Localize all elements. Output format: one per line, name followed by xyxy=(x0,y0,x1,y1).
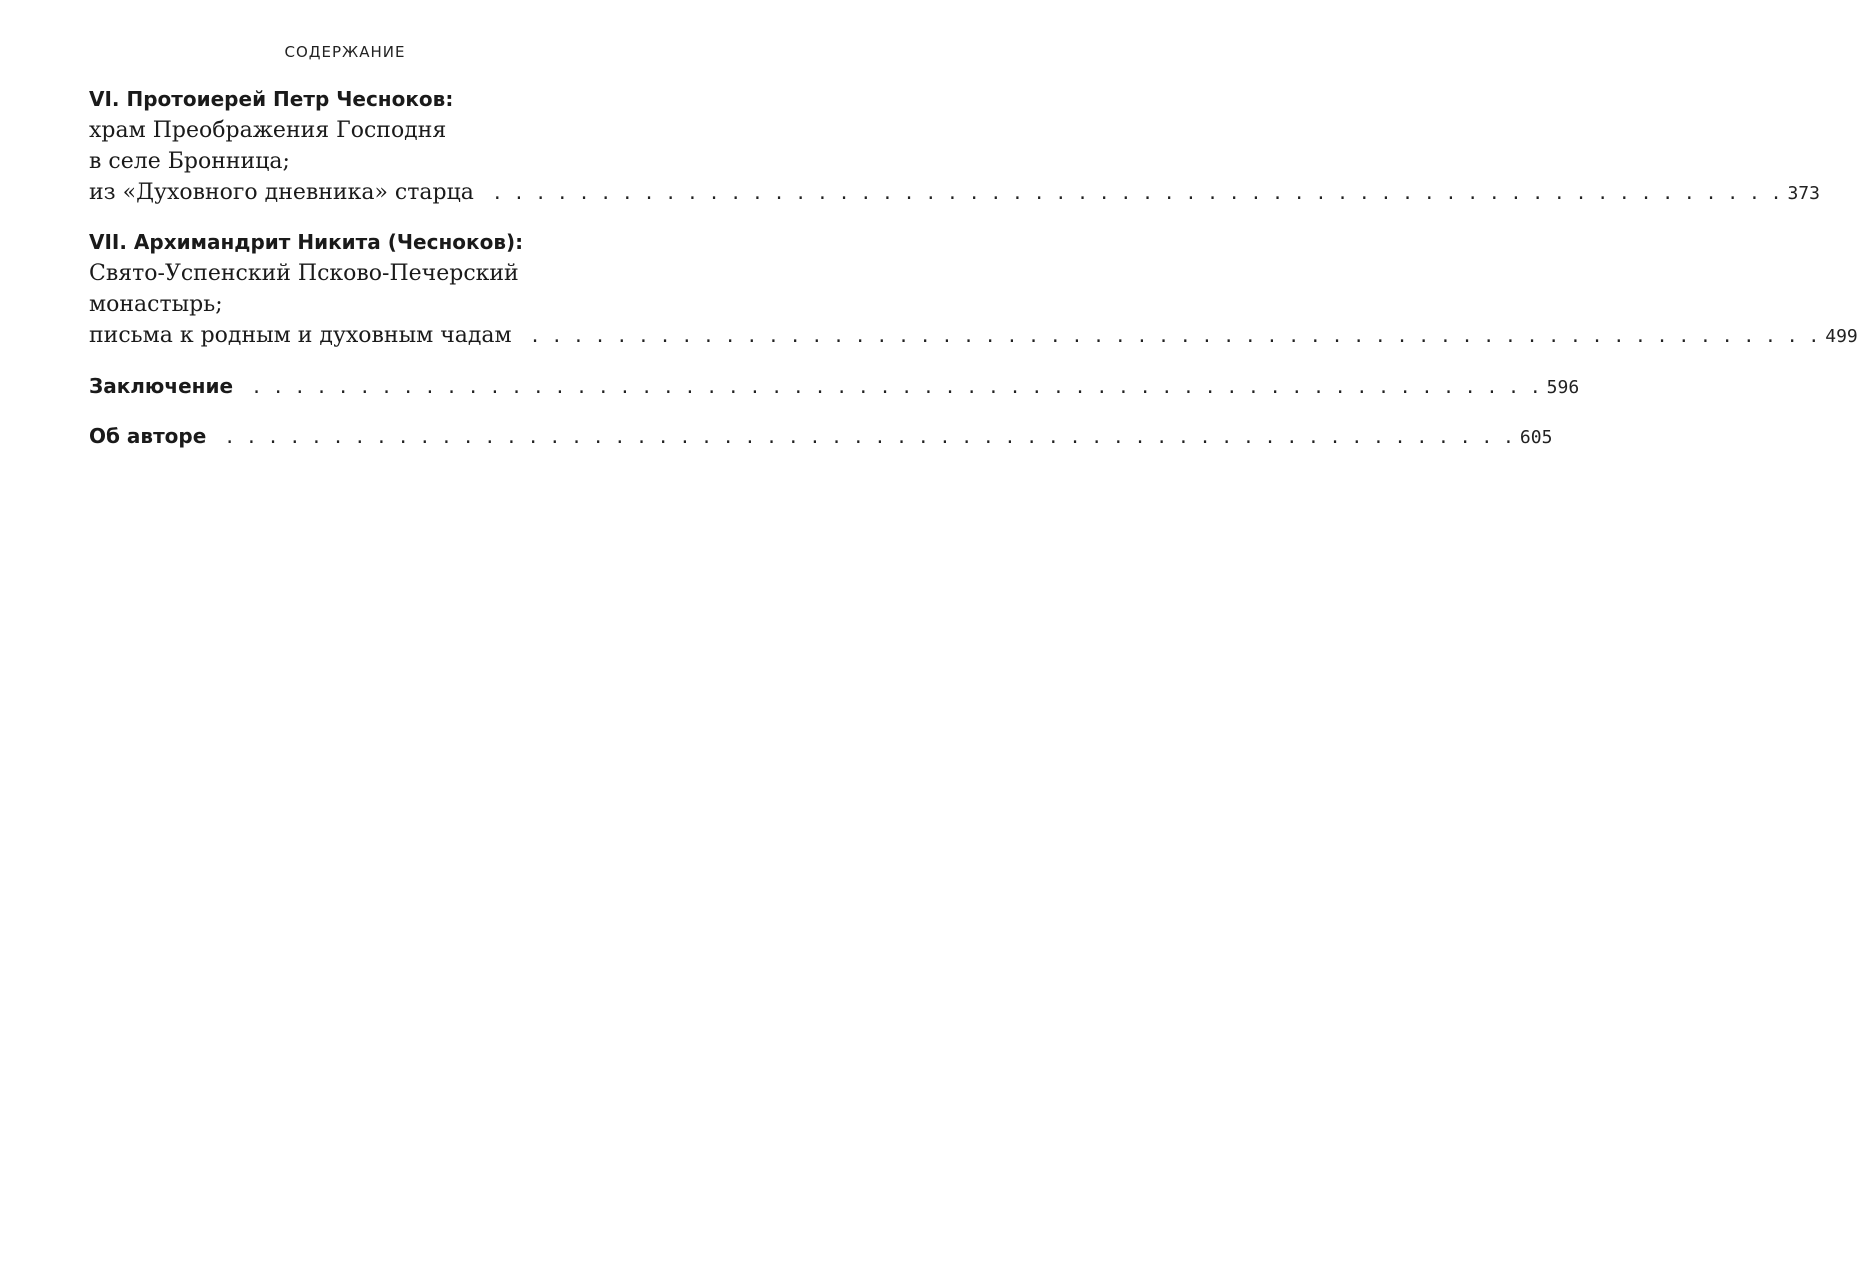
dot-leader: . . . . . . . . . . . . . . . . . . . . . . . . . . . . . . . . . . . . . . . . . . . . . . . . . . . . . . . . . . . . xyxy=(224,427,1514,448)
about-author-row xyxy=(89,420,1553,454)
toc-entry-chapter-6[interactable] xyxy=(89,83,1820,209)
chapter-last-line xyxy=(89,320,1858,352)
chapter-subtitle-line: из «Духовного дневника» старца xyxy=(89,180,474,205)
section-title: Заключение xyxy=(89,374,234,398)
chapter-heading: VI. Протоиерей Петр Чесноков: xyxy=(89,87,454,111)
toc-entry-about-author[interactable] xyxy=(89,420,1553,454)
chapter-last-line xyxy=(89,177,1820,209)
running-head: СОДЕРЖАНИЕ xyxy=(284,43,406,61)
dot-leader: . . . . . . . . . . . . . . . . . . . . . . . . . . . . . . . . . . . . . . . . . . . . . . . . . . . . . . . . . . . . xyxy=(529,326,1820,347)
chapter-subtitle-line: в селе Бронница; xyxy=(89,149,290,174)
dot-leader: . . . . . . . . . . . . . . . . . . . . . . . . . . . . . . . . . . . . . . . . . . . . . . . . . . . . . . . . . . . . xyxy=(491,183,1782,204)
page-number: 596 xyxy=(1546,377,1580,398)
page-number: 605 xyxy=(1519,427,1553,448)
toc-entry-conclusion[interactable] xyxy=(89,370,1580,404)
chapter-subtitle-line: монастырь; xyxy=(89,292,223,317)
chapter-subtitle-line: храм Преображения Господня xyxy=(89,118,447,143)
chapter-subtitle-line: Свято-Успенский Псково-Печерский xyxy=(89,261,519,286)
page-number: 373 xyxy=(1787,183,1820,204)
section-title: Об авторе xyxy=(89,424,207,448)
toc-entry-chapter-7[interactable] xyxy=(89,226,1858,352)
dot-leader: . . . . . . . . . . . . . . . . . . . . . . . . . . . . . . . . . . . . . . . . . . . . . . . . . . . . . . . . . . . . xyxy=(251,377,1541,398)
chapter-subtitle-line: письма к родным и духовным чадам xyxy=(89,323,512,348)
page-number: 499 xyxy=(1825,326,1858,347)
chapter-heading: VII. Архимандрит Никита (Чесноков): xyxy=(89,230,524,254)
conclusion-row xyxy=(89,370,1580,404)
